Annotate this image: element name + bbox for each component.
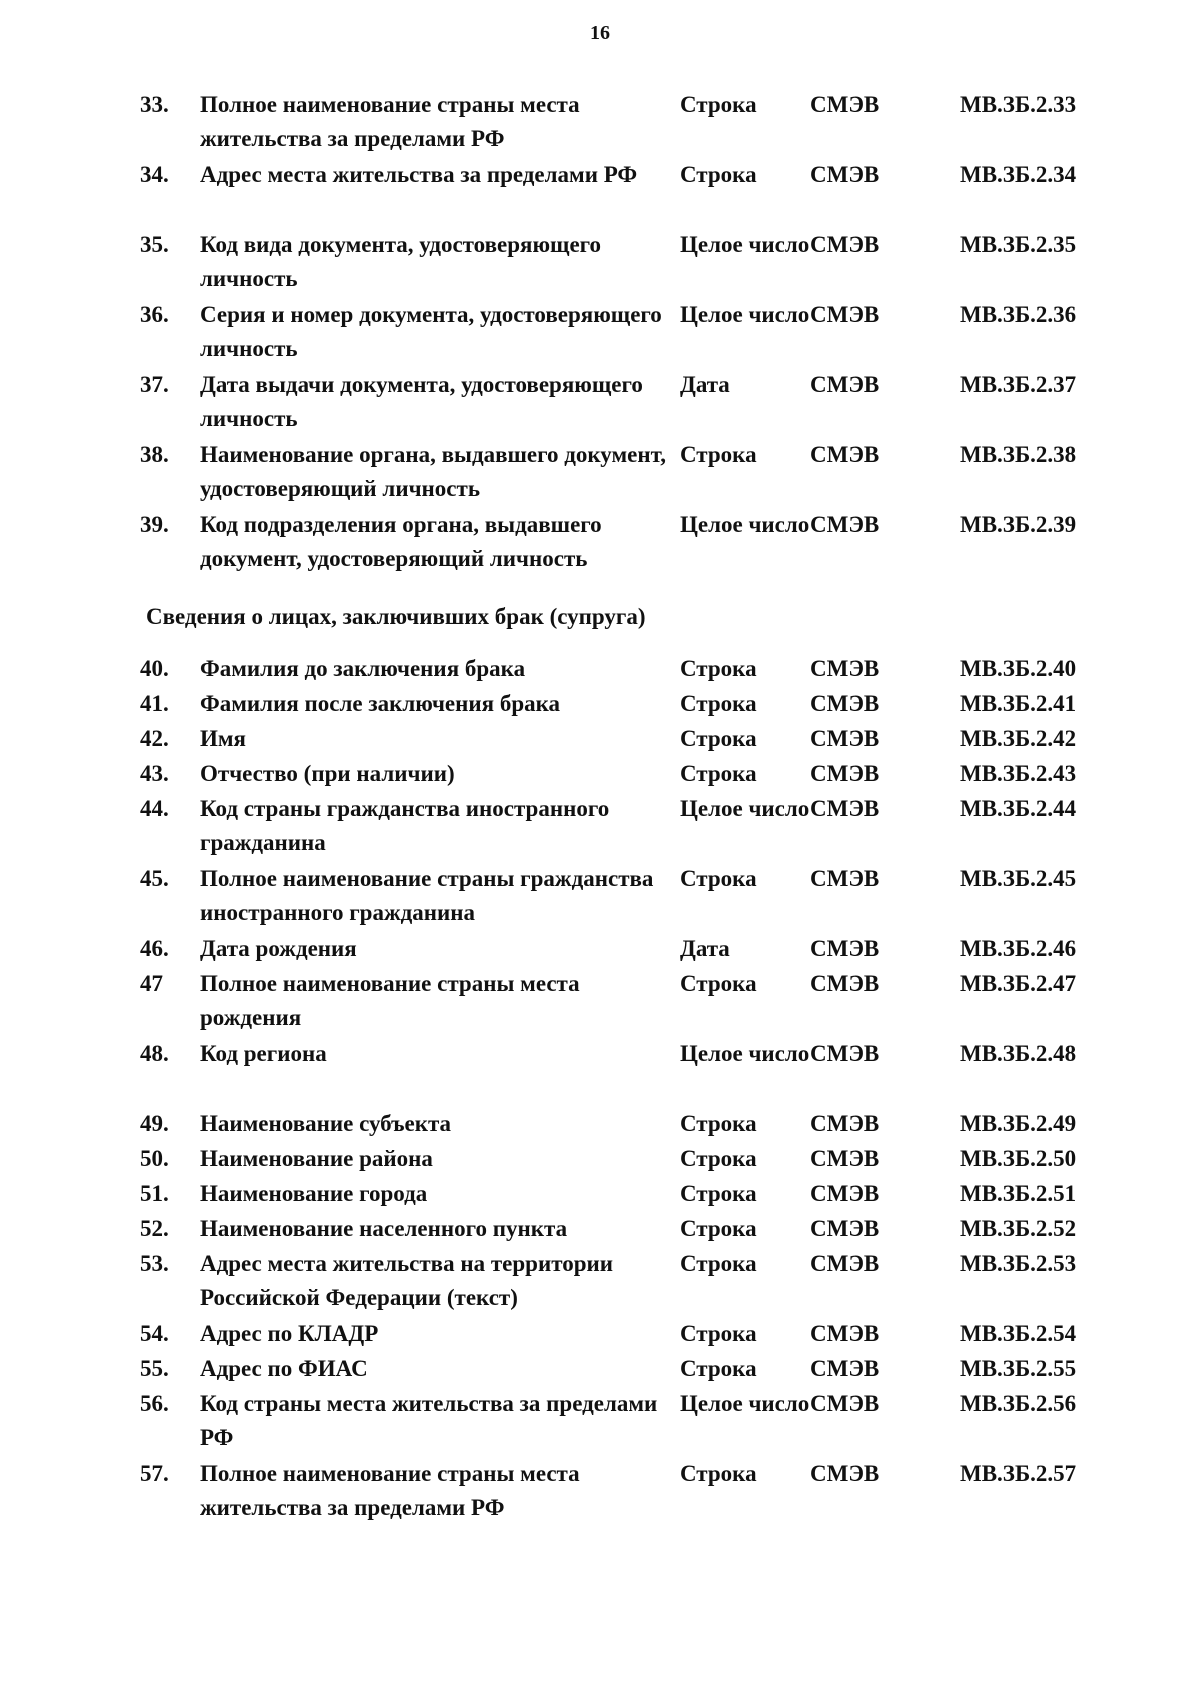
table-row <box>140 1387 1100 1457</box>
row-description: Дата рождения <box>200 936 357 961</box>
row-type: Дата <box>680 936 730 961</box>
row-type: Строка <box>680 1146 757 1171</box>
table-row <box>140 1212 1100 1247</box>
table-row <box>140 158 1100 228</box>
table-row <box>140 967 1100 1037</box>
row-description: Имя <box>200 726 246 751</box>
row-code: МВ.ЗБ.2.54 <box>960 1321 1077 1346</box>
row-number: 36. <box>140 302 169 327</box>
row-code: МВ.ЗБ.2.38 <box>960 442 1077 467</box>
table-row <box>140 368 1100 438</box>
row-source: СМЭВ <box>810 971 880 996</box>
row-number: 54. <box>140 1321 169 1346</box>
table-row <box>140 1142 1100 1177</box>
row-type: Строка <box>680 1216 757 1241</box>
row-number: 33. <box>140 92 169 117</box>
row-source: СМЭВ <box>810 1041 880 1066</box>
table-row <box>140 1107 1100 1142</box>
row-number: 47 <box>140 971 163 996</box>
row-number: 41. <box>140 691 169 716</box>
row-number: 40. <box>140 656 169 681</box>
row-type: Строка <box>680 726 757 751</box>
table-row <box>140 228 1100 298</box>
row-description: Адрес по КЛАДР <box>200 1321 379 1346</box>
row-number: 39. <box>140 512 169 537</box>
row-description: Код страны гражданства иностранного гражданина <box>200 796 610 855</box>
row-source: СМЭВ <box>810 302 880 327</box>
table-row <box>140 652 1100 687</box>
table-row <box>140 1352 1100 1387</box>
row-number: 42. <box>140 726 169 751</box>
row-code: МВ.ЗБ.2.37 <box>960 372 1077 397</box>
row-number: 44. <box>140 796 169 821</box>
row-source: СМЭВ <box>810 442 880 467</box>
row-source: СМЭВ <box>810 1146 880 1171</box>
row-code: МВ.ЗБ.2.53 <box>960 1251 1077 1276</box>
table-row <box>140 792 1100 862</box>
row-description: Адрес места жительства на территории Российской Федерации (текст) <box>200 1251 613 1310</box>
row-number: 43. <box>140 761 169 786</box>
row-code: МВ.ЗБ.2.45 <box>960 866 1077 891</box>
row-number: 53. <box>140 1251 169 1276</box>
row-type: Строка <box>680 866 757 891</box>
row-type: Целое число <box>680 1041 810 1066</box>
row-description: Наименование субъекта <box>200 1111 452 1136</box>
row-source: СМЭВ <box>810 1321 880 1346</box>
row-source: СМЭВ <box>810 691 880 716</box>
row-type: Строка <box>680 162 757 187</box>
row-type: Строка <box>680 1321 757 1346</box>
row-number: 57. <box>140 1461 169 1486</box>
row-source: СМЭВ <box>810 1251 880 1276</box>
page-number: 16 <box>590 22 610 44</box>
table-row <box>140 88 1100 158</box>
row-description: Полное наименование страны места жительства за пределами РФ <box>200 92 580 151</box>
row-code: МВ.ЗБ.2.56 <box>960 1391 1077 1416</box>
row-type: Строка <box>680 1111 757 1136</box>
row-type: Строка <box>680 1356 757 1381</box>
row-description: Дата выдачи документа, удостоверяющего личность <box>200 372 643 431</box>
row-description: Код вида документа, удостоверяющего личность <box>200 232 602 291</box>
row-description: Адрес места жительства за пределами РФ <box>200 162 638 187</box>
row-code: МВ.ЗБ.2.51 <box>960 1181 1077 1206</box>
row-code: МВ.ЗБ.2.47 <box>960 971 1077 996</box>
row-description: Серия и номер документа, удостоверяющего личность <box>200 302 662 361</box>
row-type: Дата <box>680 372 730 397</box>
row-source: СМЭВ <box>810 726 880 751</box>
row-code: МВ.ЗБ.2.39 <box>960 512 1077 537</box>
row-type: Строка <box>680 442 757 467</box>
row-source: СМЭВ <box>810 936 880 961</box>
table-row <box>140 862 1100 932</box>
row-description: Наименование города <box>200 1181 428 1206</box>
row-code: МВ.ЗБ.2.46 <box>960 936 1077 961</box>
row-code: МВ.ЗБ.2.36 <box>960 302 1077 327</box>
row-description: Полное наименование страны гражданства иностранного гражданина <box>200 866 654 925</box>
row-code: МВ.ЗБ.2.35 <box>960 232 1077 257</box>
row-source: СМЭВ <box>810 162 880 187</box>
table-row <box>140 932 1100 967</box>
row-type: Строка <box>680 656 757 681</box>
row-number: 38. <box>140 442 169 467</box>
row-description: Наименование органа, выдавшего документ, удостоверяющий личность <box>200 442 666 501</box>
section-1-table <box>140 88 1100 578</box>
row-type: Целое число <box>680 232 810 257</box>
row-source: СМЭВ <box>810 761 880 786</box>
row-description: Полное наименование страны места жительства за пределами РФ <box>200 1461 580 1520</box>
row-description: Наименование населенного пункта <box>200 1216 568 1241</box>
row-description: Наименование района <box>200 1146 433 1171</box>
row-source: СМЭВ <box>810 1461 880 1486</box>
row-code: МВ.ЗБ.2.43 <box>960 761 1077 786</box>
row-source: СМЭВ <box>810 1181 880 1206</box>
row-description: Отчество (при наличии) <box>200 761 455 786</box>
row-source: СМЭВ <box>810 1216 880 1241</box>
row-type: Строка <box>680 971 757 996</box>
section-2-table <box>140 652 1100 1527</box>
row-number: 52. <box>140 1216 169 1241</box>
row-number: 56. <box>140 1391 169 1416</box>
row-code: МВ.ЗБ.2.42 <box>960 726 1077 751</box>
table-row <box>140 722 1100 757</box>
table-row <box>140 687 1100 722</box>
table-row <box>140 1457 1100 1527</box>
row-code: МВ.ЗБ.2.52 <box>960 1216 1077 1241</box>
row-type: Целое число <box>680 512 810 537</box>
row-code: МВ.ЗБ.2.57 <box>960 1461 1077 1486</box>
row-description: Полное наименование страны места рождения <box>200 971 580 1030</box>
row-number: 45. <box>140 866 169 891</box>
row-source: СМЭВ <box>810 1356 880 1381</box>
row-code: МВ.ЗБ.2.48 <box>960 1041 1077 1066</box>
row-number: 51. <box>140 1181 169 1206</box>
table-row <box>140 1177 1100 1212</box>
row-source: СМЭВ <box>810 92 880 117</box>
row-number: 49. <box>140 1111 169 1136</box>
row-code: МВ.ЗБ.2.34 <box>960 162 1077 187</box>
row-source: СМЭВ <box>810 372 880 397</box>
row-description: Фамилия после заключения брака <box>200 691 561 716</box>
row-source: СМЭВ <box>810 796 880 821</box>
row-number: 34. <box>140 162 169 187</box>
row-description: Фамилия до заключения брака <box>200 656 526 681</box>
row-type: Строка <box>680 691 757 716</box>
row-description: Код подразделения органа, выдавшего документ, удостоверяющий личность <box>200 512 602 571</box>
row-type: Строка <box>680 1251 757 1276</box>
table-row <box>140 1317 1100 1352</box>
row-source: СМЭВ <box>810 232 880 257</box>
row-type: Строка <box>680 92 757 117</box>
row-type: Целое число <box>680 302 810 327</box>
row-source: СМЭВ <box>810 1391 880 1416</box>
table-row <box>140 508 1100 578</box>
row-source: СМЭВ <box>810 512 880 537</box>
row-code: МВ.ЗБ.2.40 <box>960 656 1077 681</box>
row-description: Адрес по ФИАС <box>200 1356 368 1381</box>
row-type: Целое число <box>680 1391 810 1416</box>
row-source: СМЭВ <box>810 1111 880 1136</box>
row-type: Строка <box>680 761 757 786</box>
table-row <box>140 298 1100 368</box>
row-code: МВ.ЗБ.2.49 <box>960 1111 1077 1136</box>
row-number: 55. <box>140 1356 169 1381</box>
row-number: 50. <box>140 1146 169 1171</box>
row-description: Код страны места жительства за пределами РФ <box>200 1391 658 1450</box>
row-number: 37. <box>140 372 169 397</box>
row-type: Целое число <box>680 796 810 821</box>
row-source: СМЭВ <box>810 866 880 891</box>
row-number: 48. <box>140 1041 169 1066</box>
table-row <box>140 757 1100 792</box>
row-code: МВ.ЗБ.2.33 <box>960 92 1077 117</box>
table-row <box>140 438 1100 508</box>
row-type: Строка <box>680 1461 757 1486</box>
row-type: Строка <box>680 1181 757 1206</box>
row-code: МВ.ЗБ.2.55 <box>960 1356 1077 1381</box>
section-2-heading: Сведения о лицах, заключивших брак (супруга) <box>146 604 646 629</box>
row-code: МВ.ЗБ.2.50 <box>960 1146 1077 1171</box>
row-number: 46. <box>140 936 169 961</box>
row-source: СМЭВ <box>810 656 880 681</box>
row-number: 35. <box>140 232 169 257</box>
row-description: Код региона <box>200 1041 327 1066</box>
table-row <box>140 1037 1100 1107</box>
row-code: МВ.ЗБ.2.44 <box>960 796 1077 821</box>
table-row <box>140 1247 1100 1317</box>
row-code: МВ.ЗБ.2.41 <box>960 691 1077 716</box>
